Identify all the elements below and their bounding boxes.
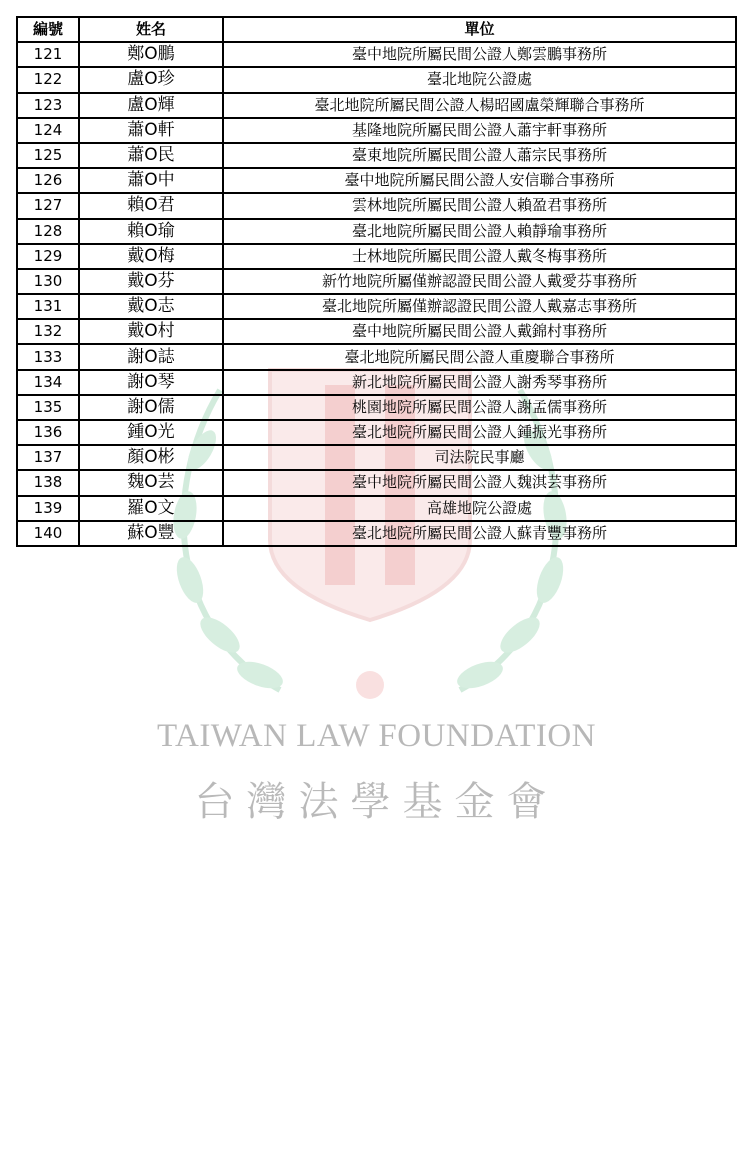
- row-name: 謝O儒: [79, 395, 223, 420]
- table-row: [17, 395, 736, 420]
- row-unit: 司法院民事廳: [223, 445, 736, 470]
- table-row: [17, 193, 736, 218]
- table-row: [17, 67, 736, 92]
- row-unit: 基隆地院所屬民間公證人蕭宇軒事務所: [223, 118, 736, 143]
- row-unit: 臺北地院公證處: [223, 67, 736, 92]
- row-unit: 高雄地院公證處: [223, 496, 736, 521]
- row-unit: 臺中地院所屬民間公證人鄭雲鵬事務所: [223, 42, 736, 67]
- table-body: [17, 42, 736, 546]
- table-row: [17, 219, 736, 244]
- row-name: 賴O君: [79, 193, 223, 218]
- row-name: 魏O芸: [79, 470, 223, 495]
- table-row: [17, 118, 736, 143]
- row-name: 賴O瑜: [79, 219, 223, 244]
- row-name: 謝O琴: [79, 370, 223, 395]
- row-name: 戴O梅: [79, 244, 223, 269]
- table-row: [17, 168, 736, 193]
- notary-list-table: [16, 16, 737, 547]
- table-row: [17, 294, 736, 319]
- row-unit: 新竹地院所屬僅辦認證民間公證人戴愛芬事務所: [223, 269, 736, 294]
- row-name: 羅O文: [79, 496, 223, 521]
- table-row: [17, 470, 736, 495]
- row-name: 盧O珍: [79, 67, 223, 92]
- row-unit: 士林地院所屬民間公證人戴冬梅事務所: [223, 244, 736, 269]
- row-number: 129: [17, 244, 79, 269]
- row-name: 鍾O光: [79, 420, 223, 445]
- table-row: [17, 42, 736, 67]
- table-header-row: [17, 17, 736, 42]
- row-number: 137: [17, 445, 79, 470]
- row-name: 盧O輝: [79, 93, 223, 118]
- row-unit: 臺北地院所屬民間公證人楊昭國盧榮輝聯合事務所: [223, 93, 736, 118]
- row-unit: 臺中地院所屬民間公證人魏淇芸事務所: [223, 470, 736, 495]
- row-name: 蕭O中: [79, 168, 223, 193]
- row-number: 133: [17, 344, 79, 369]
- row-name: 戴O村: [79, 319, 223, 344]
- row-number: 136: [17, 420, 79, 445]
- row-unit: 臺北地院所屬民間公證人鍾振光事務所: [223, 420, 736, 445]
- table-row: [17, 143, 736, 168]
- row-number: 121: [17, 42, 79, 67]
- row-unit: 新北地院所屬民間公證人謝秀琴事務所: [223, 370, 736, 395]
- header-name: 姓名: [79, 17, 223, 42]
- table-row: [17, 319, 736, 344]
- row-unit: 臺北地院所屬民間公證人蘇青豐事務所: [223, 521, 736, 546]
- row-number: 122: [17, 67, 79, 92]
- table-row: [17, 244, 736, 269]
- row-number: 126: [17, 168, 79, 193]
- row-number: 124: [17, 118, 79, 143]
- table-row: [17, 93, 736, 118]
- row-unit: 桃園地院所屬民間公證人謝孟儒事務所: [223, 395, 736, 420]
- header-unit: 單位: [223, 17, 736, 42]
- row-name: 蕭O民: [79, 143, 223, 168]
- row-unit: 臺中地院所屬民間公證人戴錦村事務所: [223, 319, 736, 344]
- table-row: [17, 420, 736, 445]
- row-number: 128: [17, 219, 79, 244]
- row-unit: 臺東地院所屬民間公證人蕭宗民事務所: [223, 143, 736, 168]
- watermark-title-zh: 台灣法學基金會: [194, 779, 559, 825]
- row-number: 131: [17, 294, 79, 319]
- row-unit: 臺北地院所屬民間公證人賴靜瑜事務所: [223, 219, 736, 244]
- watermark-title-en: TAIWAN LAW FOUNDATION: [156, 718, 597, 754]
- row-name: 謝O誌: [79, 344, 223, 369]
- row-number: 123: [17, 93, 79, 118]
- row-number: 138: [17, 470, 79, 495]
- row-number: 140: [17, 521, 79, 546]
- table-row: [17, 269, 736, 294]
- row-number: 134: [17, 370, 79, 395]
- header-number: 編號: [17, 17, 79, 42]
- table-row: [17, 344, 736, 369]
- row-name: 蘇O豐: [79, 521, 223, 546]
- table-row: [17, 445, 736, 470]
- row-unit: 臺北地院所屬民間公證人重慶聯合事務所: [223, 344, 736, 369]
- row-unit: 臺中地院所屬民間公證人安信聯合事務所: [223, 168, 736, 193]
- row-name: 蕭O軒: [79, 118, 223, 143]
- row-name: 鄭O鵬: [79, 42, 223, 67]
- row-number: 127: [17, 193, 79, 218]
- row-unit: 臺北地院所屬僅辦認證民間公證人戴嘉志事務所: [223, 294, 736, 319]
- row-number: 135: [17, 395, 79, 420]
- row-number: 139: [17, 496, 79, 521]
- row-name: 戴O志: [79, 294, 223, 319]
- table-row: [17, 370, 736, 395]
- row-name: 顏O彬: [79, 445, 223, 470]
- row-number: 132: [17, 319, 79, 344]
- row-unit: 雲林地院所屬民間公證人賴盈君事務所: [223, 193, 736, 218]
- row-number: 130: [17, 269, 79, 294]
- row-number: 125: [17, 143, 79, 168]
- table-row: [17, 496, 736, 521]
- row-name: 戴O芬: [79, 269, 223, 294]
- table-row: [17, 521, 736, 546]
